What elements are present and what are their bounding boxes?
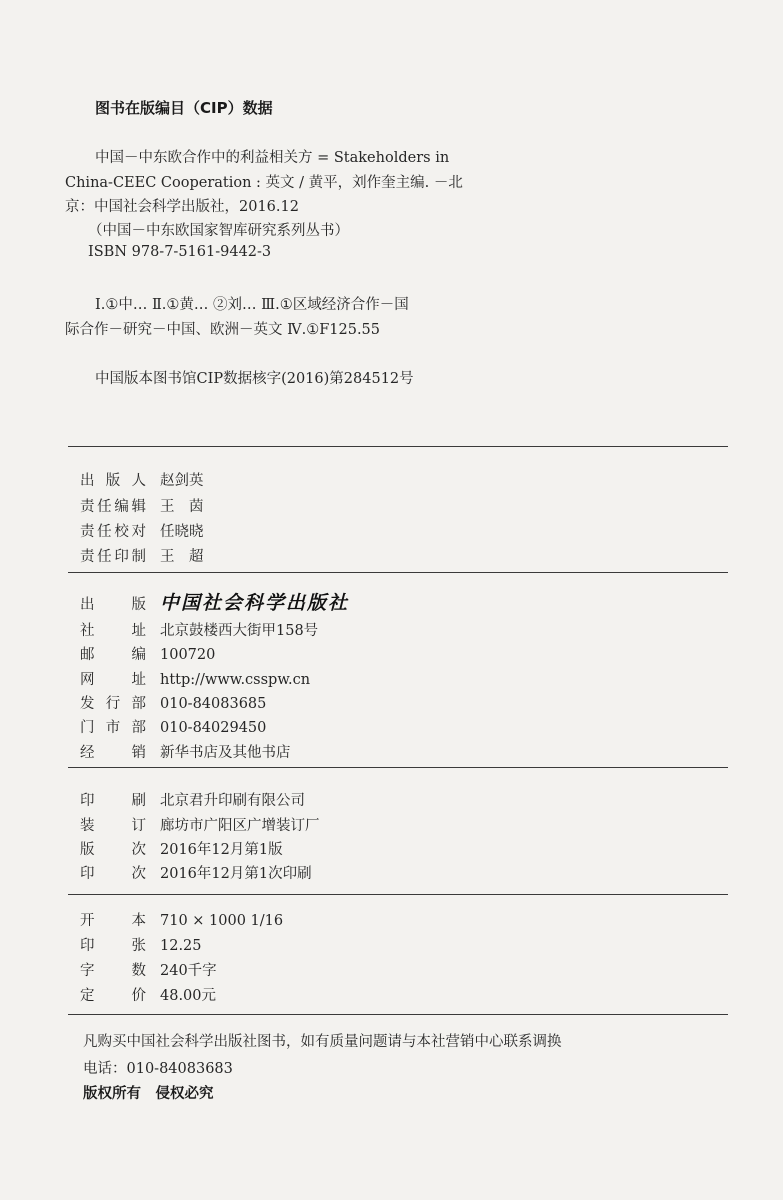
divider bbox=[68, 446, 728, 447]
divider bbox=[68, 1014, 728, 1015]
staff-value: 赵剑英 bbox=[160, 473, 204, 489]
printing-value: 2016年12月第1版 bbox=[160, 842, 283, 858]
cip-classification-1: Ⅰ.①中… Ⅱ.①黄… ②刘… Ⅲ.①区域经济合作－国 bbox=[95, 297, 409, 313]
cip-line-1: 中国－中东欧合作中的利益相关方 = Stakeholders in bbox=[95, 150, 450, 166]
staff-label: 责任编辑 bbox=[80, 499, 146, 515]
publisher-label: 门市部 bbox=[80, 720, 146, 736]
cip-classification-2: 际合作－研究－中国、欧洲－英文 Ⅳ.①F125.55 bbox=[65, 322, 380, 338]
publisher-label: 出版 bbox=[80, 597, 146, 613]
service-phone: 电话：010-84083683 bbox=[83, 1061, 233, 1077]
divider bbox=[68, 894, 728, 895]
specs-label: 字数 bbox=[80, 963, 146, 979]
specs-value: 12.25 bbox=[160, 938, 202, 954]
printing-value: 北京君升印刷有限公司 bbox=[160, 793, 305, 809]
publisher-label: 发行部 bbox=[80, 696, 146, 712]
specs-label: 定价 bbox=[80, 988, 146, 1004]
specs-label: 印张 bbox=[80, 938, 146, 954]
publisher-label: 网址 bbox=[80, 672, 146, 688]
printing-label: 印刷 bbox=[80, 793, 146, 809]
specs-value: 240千字 bbox=[160, 963, 217, 979]
cip-line-3: 京：中国社会科学出版社，2016.12 bbox=[65, 199, 299, 215]
divider bbox=[68, 572, 728, 573]
printing-label: 印次 bbox=[80, 866, 146, 882]
staff-label: 责任印制 bbox=[80, 549, 146, 565]
publisher-value: 100720 bbox=[160, 647, 216, 663]
publisher-value: http://www.csspw.cn bbox=[160, 672, 311, 688]
quality-notice: 凡购买中国社会科学出版社图书，如有质量问题请与本社营销中心联系调换 bbox=[83, 1034, 562, 1050]
publisher-label: 邮编 bbox=[80, 647, 146, 663]
publisher-value: 010-84029450 bbox=[160, 720, 267, 736]
cip-title: 图书在版编目（CIP）数据 bbox=[95, 99, 273, 117]
specs-value: 710 × 1000 1/16 bbox=[160, 913, 284, 929]
printing-value: 2016年12月第1次印刷 bbox=[160, 866, 312, 882]
publisher-name-logotype: 中国社会科学出版社 bbox=[160, 592, 350, 614]
specs-value: 48.00元 bbox=[160, 988, 217, 1004]
cip-record-number: 中国版本图书馆CIP数据核字(2016)第284512号 bbox=[95, 371, 414, 387]
publisher-label: 社址 bbox=[80, 623, 146, 639]
staff-label: 出版人 bbox=[80, 473, 146, 489]
specs-label: 开本 bbox=[80, 913, 146, 929]
publisher-value: 新华书店及其他书店 bbox=[160, 745, 291, 761]
printing-label: 装订 bbox=[80, 818, 146, 834]
staff-value: 任晓晓 bbox=[160, 524, 204, 540]
printing-label: 版次 bbox=[80, 842, 146, 858]
publisher-value: 010-84083685 bbox=[160, 696, 267, 712]
staff-value: 王 茵 bbox=[160, 499, 204, 515]
staff-value: 王 超 bbox=[160, 549, 204, 565]
copyright-notice: 版权所有 侵权必究 bbox=[83, 1086, 214, 1102]
cip-series: （中国－中东欧国家智库研究系列丛书） bbox=[88, 223, 349, 239]
cip-isbn: ISBN 978-7-5161-9442-3 bbox=[88, 244, 272, 260]
publisher-label: 经销 bbox=[80, 745, 146, 761]
printing-value: 廊坊市广阳区广增装订厂 bbox=[160, 818, 320, 834]
divider bbox=[68, 767, 728, 768]
cip-line-2: China-CEEC Cooperation : 英文 / 黄平，刘作奎主编. －北 bbox=[65, 175, 463, 191]
publisher-value: 北京鼓楼西大街甲158号 bbox=[160, 623, 319, 639]
staff-label: 责任校对 bbox=[80, 524, 146, 540]
